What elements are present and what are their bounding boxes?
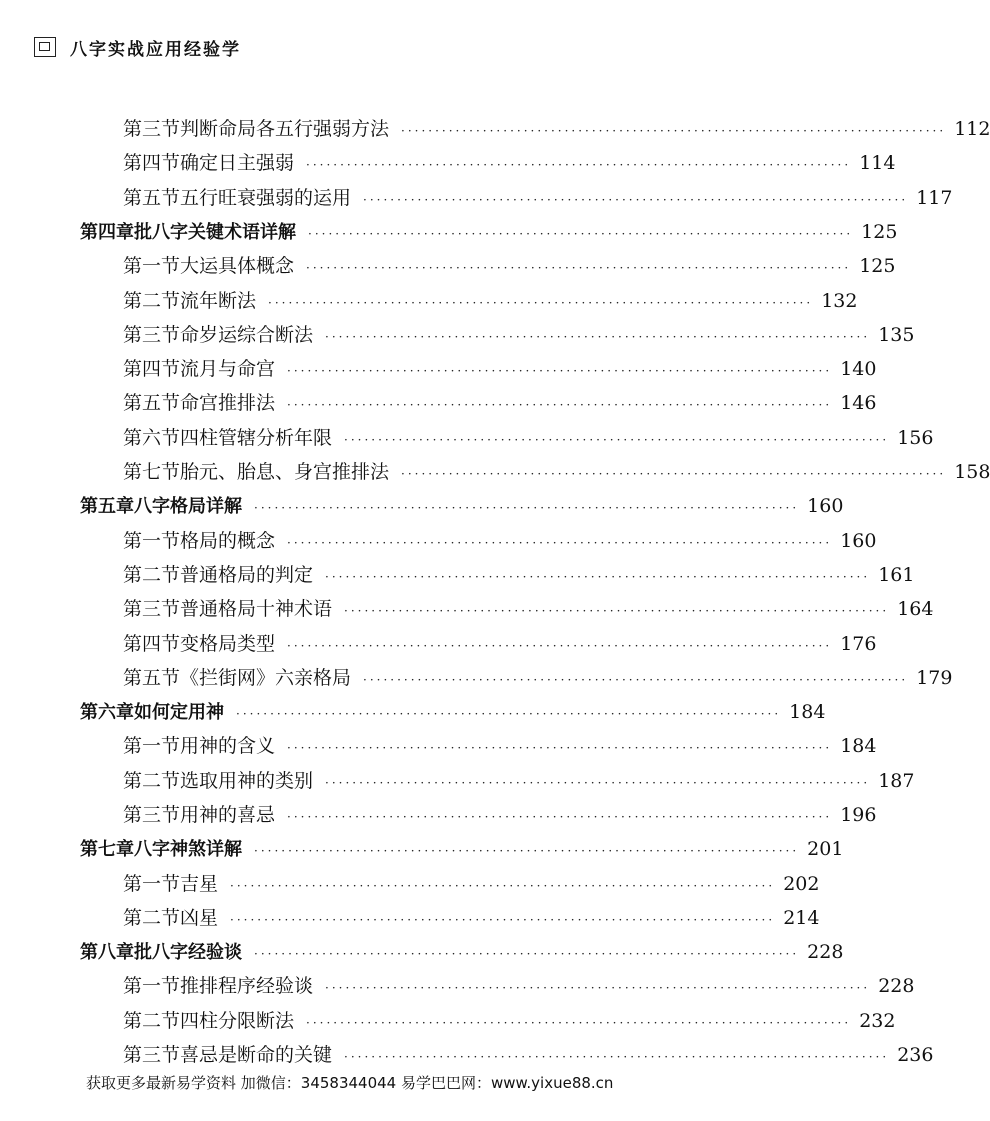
leader-dots: ················································································ bbox=[287, 536, 833, 550]
section-title: 普通格局十神术语 bbox=[180, 598, 333, 620]
toc-section-row bbox=[123, 455, 990, 489]
section-number: 第四节 bbox=[123, 633, 181, 655]
toc-section-row bbox=[123, 627, 877, 661]
toc-section-row bbox=[123, 867, 820, 901]
section-number: 第三节 bbox=[123, 324, 181, 346]
leader-dots: ················································································ bbox=[325, 981, 871, 995]
page-number: 132 bbox=[821, 290, 858, 312]
section-title: 命宫推排法 bbox=[180, 392, 276, 414]
section-number: 第二节 bbox=[123, 770, 181, 792]
page-number: 179 bbox=[916, 667, 953, 689]
chapter-number: 第七章 bbox=[80, 839, 134, 860]
section-title: 吉星 bbox=[180, 873, 219, 895]
section-title: 用神的喜忌 bbox=[180, 804, 276, 826]
leader-dots: ················································································ bbox=[254, 844, 800, 858]
toc-chapter-row bbox=[80, 489, 844, 523]
section-number: 第五节 bbox=[123, 392, 181, 414]
toc-section-row bbox=[123, 558, 915, 592]
section-title: 凶星 bbox=[180, 907, 219, 929]
page-number: 146 bbox=[840, 392, 877, 414]
leader-dots: ················································································ bbox=[287, 810, 833, 824]
leader-dots: ················································································ bbox=[287, 741, 833, 755]
toc-section-row bbox=[123, 901, 820, 935]
chapter-title: 八字格局详解 bbox=[134, 496, 242, 517]
page-number: 164 bbox=[897, 598, 934, 620]
toc-section-row bbox=[123, 661, 953, 695]
section-title: 判断命局各五行强弱方法 bbox=[180, 118, 390, 140]
leader-dots: ················································································ bbox=[325, 330, 871, 344]
chapter-number: 第八章 bbox=[80, 942, 134, 963]
toc-section-row bbox=[123, 1004, 896, 1038]
section-number: 第五节 bbox=[123, 667, 181, 689]
chapter-number: 第四章 bbox=[80, 222, 134, 243]
toc-chapter-row bbox=[80, 935, 844, 969]
toc-section-row bbox=[123, 969, 915, 1003]
toc-section-row bbox=[123, 524, 877, 558]
section-title: 《拦街网》六亲格局 bbox=[180, 667, 352, 689]
chapter-number: 第六章 bbox=[80, 702, 134, 723]
page-number: 161 bbox=[878, 564, 915, 586]
leader-dots: ················································································ bbox=[344, 1050, 890, 1064]
book-title: 八字实战应用经验学 bbox=[70, 39, 241, 60]
section-title: 胎元、胎息、身宫推排法 bbox=[180, 461, 390, 483]
page-number: 201 bbox=[807, 838, 844, 860]
page-number: 184 bbox=[789, 701, 826, 723]
section-number: 第四节 bbox=[123, 152, 181, 174]
chapter-title: 批八字关键术语详解 bbox=[134, 222, 296, 243]
leader-dots: ················································································ bbox=[287, 398, 833, 412]
page-number: 156 bbox=[897, 427, 934, 449]
page-number: 158 bbox=[954, 461, 990, 483]
leader-dots: ················································································ bbox=[306, 158, 852, 172]
toc-chapter-row bbox=[80, 832, 844, 866]
section-number: 第三节 bbox=[123, 804, 181, 826]
running-header bbox=[34, 32, 241, 62]
leader-dots: ················································································ bbox=[230, 913, 776, 927]
section-number: 第一节 bbox=[123, 975, 181, 997]
section-title: 命岁运综合断法 bbox=[180, 324, 314, 346]
toc-section-row bbox=[123, 318, 915, 352]
leader-dots: ················································································ bbox=[236, 707, 782, 721]
page-number: 140 bbox=[840, 358, 877, 380]
page-number: 117 bbox=[916, 187, 953, 209]
section-number: 第二节 bbox=[123, 290, 181, 312]
leader-dots: ················································································ bbox=[363, 193, 909, 207]
leader-dots: ················································································ bbox=[401, 467, 947, 481]
page-number: 135 bbox=[878, 324, 915, 346]
section-title: 四柱管辖分析年限 bbox=[180, 427, 333, 449]
leader-dots: ················································································ bbox=[325, 776, 871, 790]
page-number: 236 bbox=[897, 1044, 934, 1066]
toc-section-row bbox=[123, 352, 877, 386]
page-number: 160 bbox=[840, 530, 877, 552]
leader-dots: ················································································ bbox=[287, 639, 833, 653]
leader-dots: ················································································ bbox=[287, 364, 833, 378]
toc-section-row bbox=[123, 421, 934, 455]
page-number: 112 bbox=[954, 118, 990, 140]
section-number: 第一节 bbox=[123, 255, 181, 277]
leader-dots: ················································································ bbox=[254, 501, 800, 515]
page-number: 232 bbox=[859, 1010, 896, 1032]
page-number: 187 bbox=[878, 770, 915, 792]
section-number: 第二节 bbox=[123, 907, 181, 929]
page-number: 125 bbox=[861, 221, 898, 243]
section-number: 第五节 bbox=[123, 187, 181, 209]
toc-section-row bbox=[123, 146, 896, 180]
footer-note: 获取更多最新易学资料 加微信：3458344044 易学巴巴网：www.yixue88.cn bbox=[86, 1074, 614, 1092]
section-number: 第一节 bbox=[123, 873, 181, 895]
section-title: 变格局类型 bbox=[180, 633, 276, 655]
section-title: 确定日主强弱 bbox=[180, 152, 295, 174]
section-number: 第二节 bbox=[123, 1010, 181, 1032]
section-title: 四柱分限断法 bbox=[180, 1010, 295, 1032]
toc-section-row bbox=[123, 112, 990, 146]
page-number: 228 bbox=[807, 941, 844, 963]
leader-dots: ················································································ bbox=[363, 673, 909, 687]
section-number: 第三节 bbox=[123, 598, 181, 620]
section-number: 第二节 bbox=[123, 564, 181, 586]
leader-dots: ················································································ bbox=[344, 433, 890, 447]
leader-dots: ················································································ bbox=[306, 1016, 852, 1030]
page-number: 125 bbox=[859, 255, 896, 277]
book-icon bbox=[34, 37, 56, 57]
section-title: 五行旺衰强弱的运用 bbox=[180, 187, 352, 209]
chapter-title: 如何定用神 bbox=[134, 702, 224, 723]
section-number: 第一节 bbox=[123, 735, 181, 757]
toc-chapter-row bbox=[80, 695, 826, 729]
section-title: 用神的含义 bbox=[180, 735, 276, 757]
leader-dots: ················································································ bbox=[306, 261, 852, 275]
page-number: 176 bbox=[840, 633, 877, 655]
page-number: 184 bbox=[840, 735, 877, 757]
toc-chapter-row bbox=[80, 215, 898, 249]
page-number: 202 bbox=[783, 873, 820, 895]
section-title: 普通格局的判定 bbox=[180, 564, 314, 586]
page-number: 114 bbox=[859, 152, 896, 174]
page-number: 160 bbox=[807, 495, 844, 517]
section-number: 第三节 bbox=[123, 118, 181, 140]
toc-section-row bbox=[123, 592, 934, 626]
section-title: 选取用神的类别 bbox=[180, 770, 314, 792]
page-number: 214 bbox=[783, 907, 820, 929]
section-title: 流月与命宫 bbox=[180, 358, 276, 380]
section-number: 第一节 bbox=[123, 530, 181, 552]
section-title: 格局的概念 bbox=[180, 530, 276, 552]
section-number: 第三节 bbox=[123, 1044, 181, 1066]
toc-section-row bbox=[123, 181, 953, 215]
section-title: 流年断法 bbox=[180, 290, 257, 312]
section-number: 第六节 bbox=[123, 427, 181, 449]
section-number: 第四节 bbox=[123, 358, 181, 380]
toc-section-row bbox=[123, 386, 877, 420]
page-number: 196 bbox=[840, 804, 877, 826]
page-number: 228 bbox=[878, 975, 915, 997]
leader-dots: ················································································ bbox=[230, 879, 776, 893]
toc-section-row bbox=[123, 284, 858, 318]
toc-section-row bbox=[123, 249, 896, 283]
leader-dots: ················································································ bbox=[344, 604, 890, 618]
leader-dots: ················································································ bbox=[401, 124, 947, 138]
toc-section-row bbox=[123, 1038, 934, 1072]
section-number: 第七节 bbox=[123, 461, 181, 483]
leader-dots: ················································································ bbox=[268, 296, 814, 310]
toc-section-row bbox=[123, 729, 877, 763]
chapter-title: 批八字经验谈 bbox=[134, 942, 242, 963]
toc-section-row bbox=[123, 764, 915, 798]
chapter-title: 八字神煞详解 bbox=[134, 839, 242, 860]
chapter-number: 第五章 bbox=[80, 496, 134, 517]
leader-dots: ················································································ bbox=[308, 227, 854, 241]
toc-section-row bbox=[123, 798, 877, 832]
section-title: 推排程序经验谈 bbox=[180, 975, 314, 997]
leader-dots: ················································································ bbox=[254, 947, 800, 961]
leader-dots: ················································································ bbox=[325, 570, 871, 584]
section-title: 喜忌是断命的关键 bbox=[180, 1044, 333, 1066]
section-title: 大运具体概念 bbox=[180, 255, 295, 277]
